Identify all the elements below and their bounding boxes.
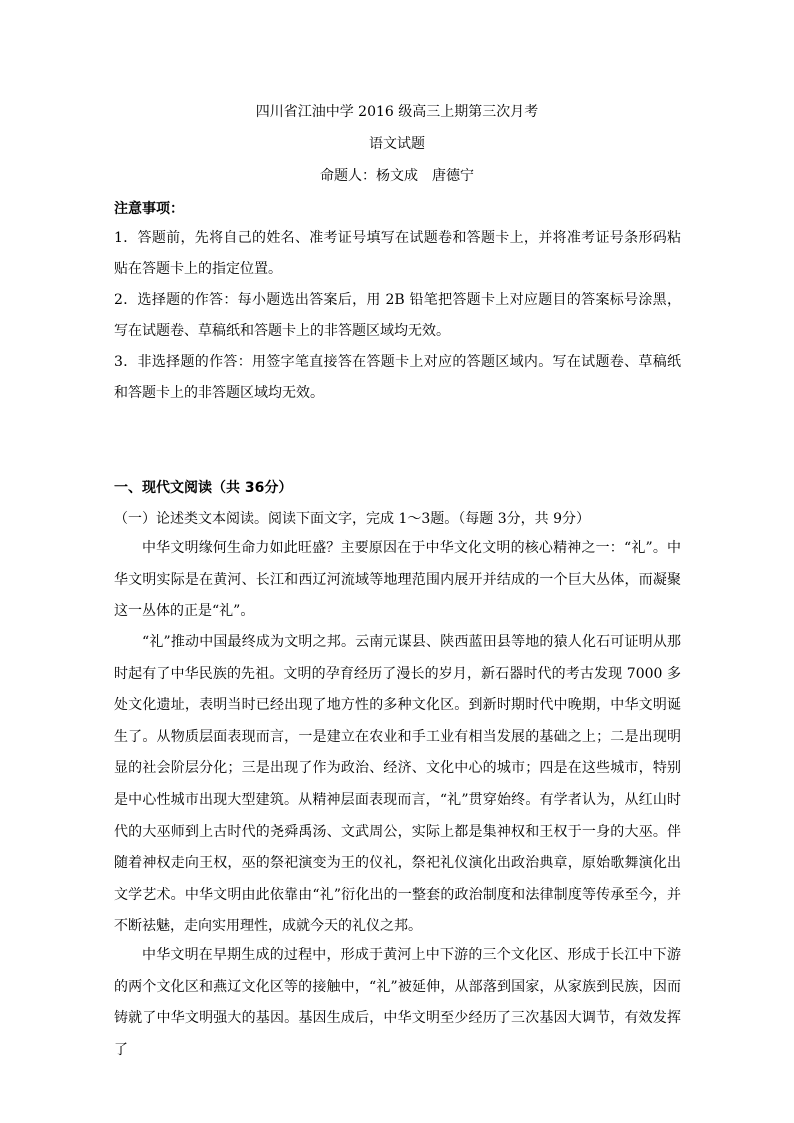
exam-authors: 命题人：杨文成 唐德宁 (320, 168, 474, 184)
exam-title: 四川省江油中学 2016 级高三上期第三次月考 (255, 104, 539, 120)
notice-heading: 注意事项： (114, 201, 184, 217)
exam-subject: 语文试题 (369, 136, 425, 152)
passage-paragraph-1: 中华文明缘何生命力如此旺盛？主要原因在于中华文化文明的核心精神之一：“礼”。中华文明实际是在黄河、长江和西辽河流域等地理范围内展开并结成的一个巨大丛体，而凝聚这一丛体的正是“礼”。 (114, 540, 681, 620)
notice-item-2: 2．选择题的作答：每小题选出答案后，用 2B 铅笔把答题卡上对应题目的答案标号涂黑，写在试题卷、草稿纸和答题卡上的非答题区域均无效。 (114, 292, 681, 339)
section-subheading: （一）论述类文本阅读。阅读下面文字，完成 1～3题。（每题 3分，共 9分） (114, 511, 590, 527)
section-heading: 一、现代文阅读（共 36分） (114, 480, 293, 496)
passage-paragraph-2: “礼”推动中国最终成为文明之邦。云南元谋县、陕西蓝田县等地的猿人化石可证明从那时起有了中华民族的先祖。文明的孕育经历了漫长的岁月，新石器时代的考古发现 7000 多处文化遗址，表明当时已经出现了地方性的多种文化区。到新时期时代中晚期，中华文明诞生了。从物质层面表现而言，一是建立在农业和手工业有相当发展的基础之上；二是出现明显的社会阶层分化；三是出现了作为政治、经济、文化中心的城市；四是在这些城市，特别是中心性城市出现大型建筑。从精神层面表现而言，“礼”贯穿始终。有学者认为，从红山时代的大巫师到上古时代的尧舜禹汤、文武周公，实际上都是集神权和王权于一身的大巫。伴随着神权走向王权，巫的祭祀演变为王的仪礼，祭祀礼仪演化出政治典章，原始歌舞演化出文学艺术。中华文明由此依靠由“礼”衍化出的一整套的政治制度和法律制度等传承至今，并不断祛魅，走向实用理性，成就今天的礼仪之邦。 (114, 634, 681, 935)
notice-item-1: 1．答题前，先将自己的姓名、准考证号填写在试题卷和答题卡上，并将准考证号条形码粘贴在答题卡上的指定位置。 (114, 230, 681, 277)
notice-item-3: 3．非选择题的作答：用签字笔直接答在答题卡上对应的答题区域内。写在试题卷、草稿纸和答题卡上的非答题区域均无效。 (114, 354, 681, 401)
passage-paragraph-3: 中华文明在早期生成的过程中，形成于黄河上中下游的三个文化区、形成于长江中下游的两个文化区和燕辽文化区等的接触中，“礼”被延伸，从部落到国家，从家族到民族，因而铸就了中华文明强大的基因。基因生成后，中华文明至少经历了三次基因大调节，有效发挥了 (114, 947, 681, 1058)
